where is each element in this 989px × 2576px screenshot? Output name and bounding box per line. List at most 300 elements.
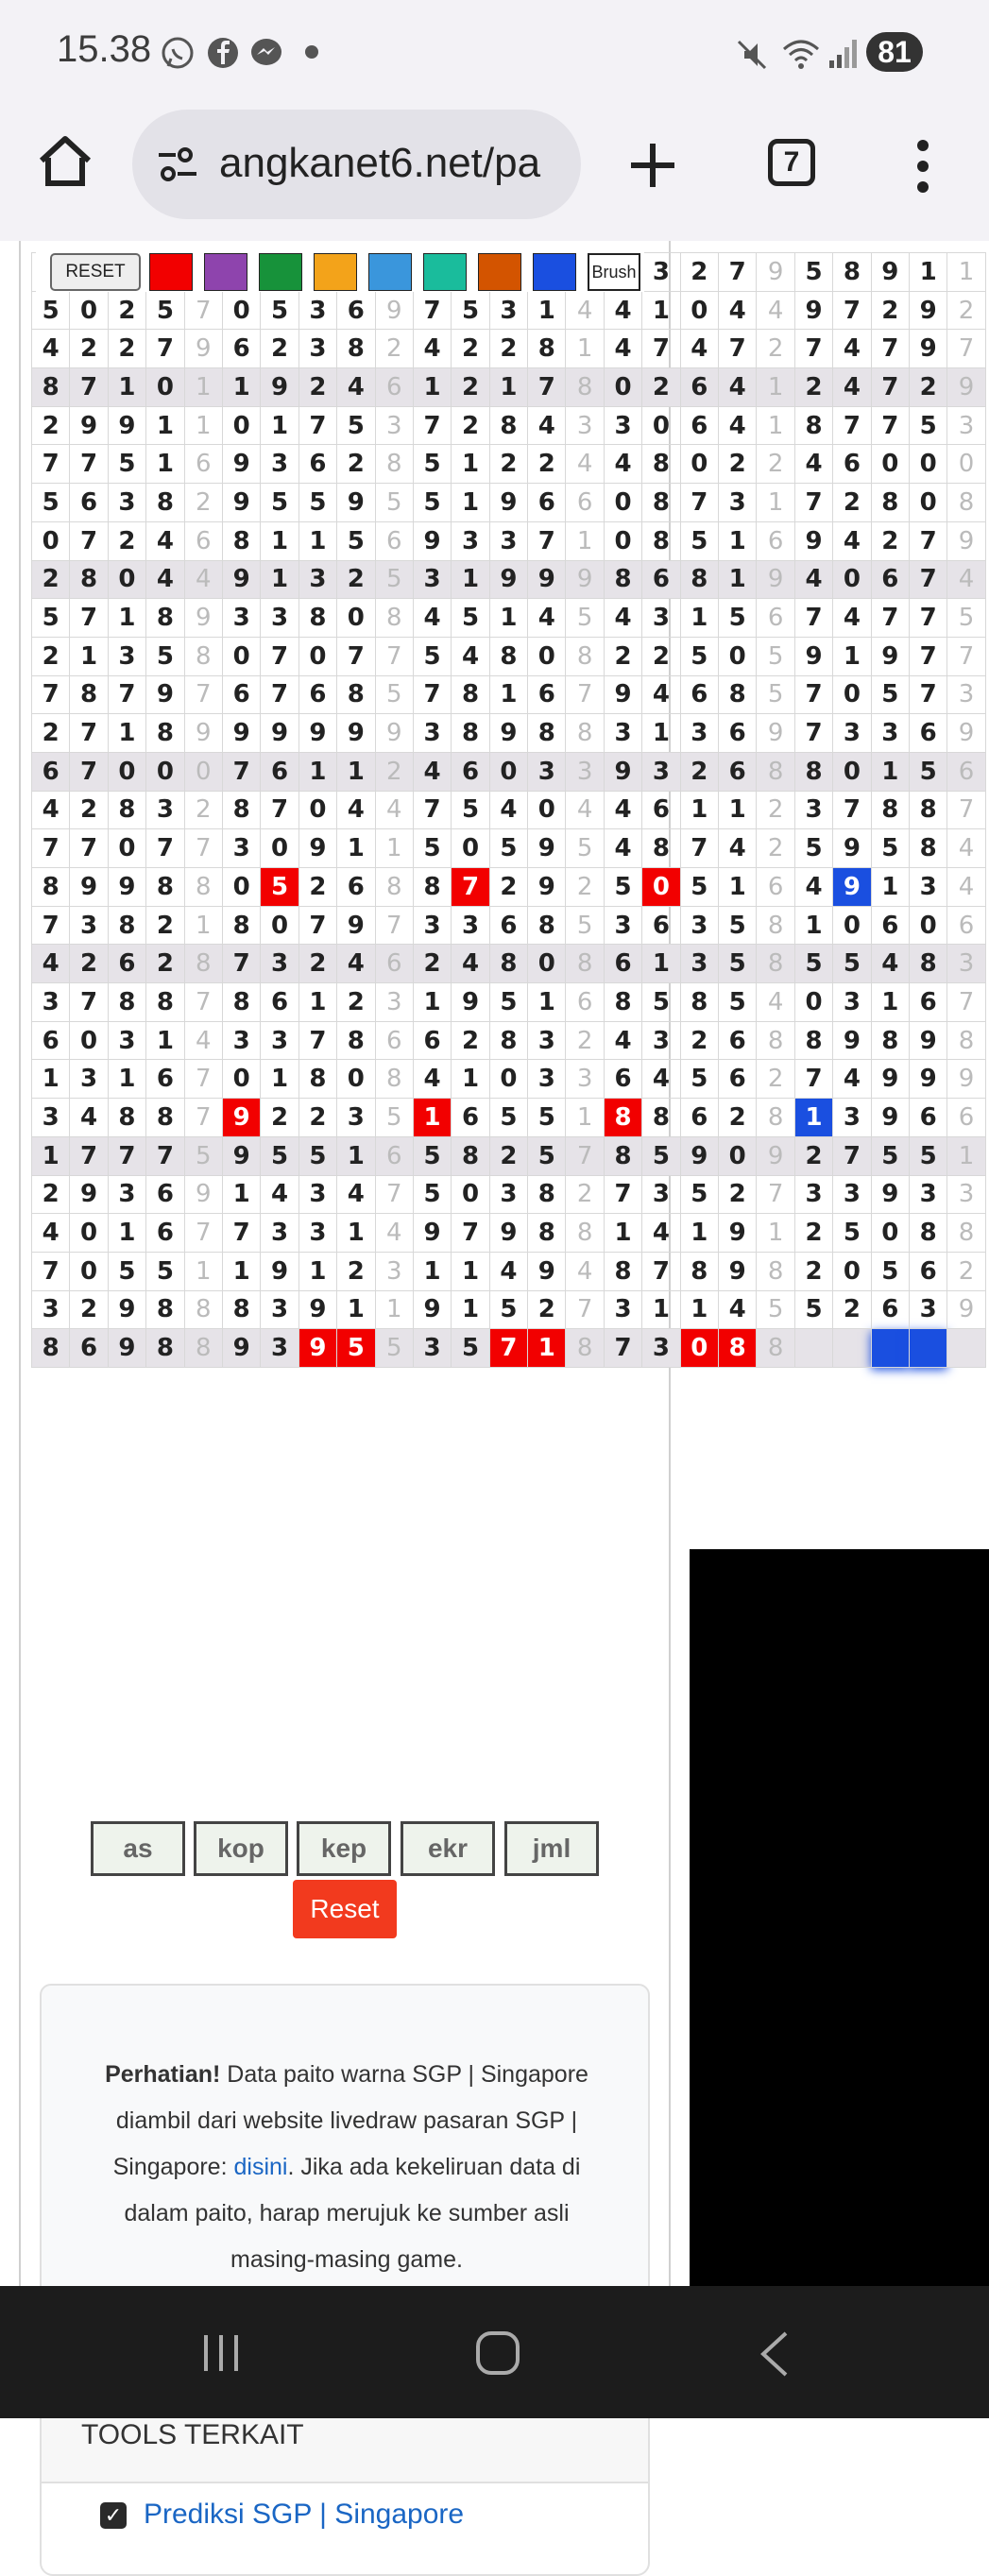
table-cell[interactable]: 9 (833, 868, 871, 907)
table-cell[interactable]: 9 (833, 829, 871, 868)
table-cell[interactable]: 3 (32, 1099, 70, 1137)
table-cell[interactable]: 1 (413, 368, 451, 407)
table-cell[interactable]: 0 (871, 445, 909, 484)
table-cell[interactable]: 1 (566, 521, 604, 560)
table-cell[interactable]: 4 (833, 330, 871, 368)
table-cell[interactable]: 2 (794, 1136, 832, 1175)
table-cell[interactable]: 4 (566, 291, 604, 330)
table-cell[interactable]: 8 (794, 406, 832, 445)
table-cell[interactable]: 4 (337, 945, 375, 983)
table-cell[interactable]: 3 (794, 791, 832, 829)
table-cell[interactable]: 7 (452, 1214, 489, 1253)
table-cell[interactable]: 8 (528, 714, 566, 753)
table-cell[interactable]: 3 (32, 983, 70, 1022)
table-cell[interactable]: 0 (337, 599, 375, 638)
table-cell[interactable]: 6 (375, 945, 413, 983)
table-cell[interactable]: 9 (337, 484, 375, 522)
table-cell[interactable]: 4 (719, 291, 757, 330)
table-cell[interactable]: 9 (947, 1060, 985, 1099)
table-cell[interactable]: 5 (413, 1136, 451, 1175)
table-cell[interactable]: 9 (146, 675, 184, 714)
table-cell[interactable]: 5 (413, 445, 451, 484)
table-cell[interactable]: 3 (413, 714, 451, 753)
table-cell[interactable]: 5 (32, 599, 70, 638)
table-cell[interactable]: 7 (909, 560, 946, 599)
table-cell[interactable]: 6 (909, 983, 946, 1022)
table-cell[interactable]: 1 (108, 1214, 145, 1253)
table-cell[interactable]: 1 (298, 752, 336, 791)
table-cell[interactable]: 8 (566, 637, 604, 675)
table-cell[interactable]: 5 (32, 484, 70, 522)
table-cell[interactable]: 3 (108, 1175, 145, 1214)
table-cell[interactable]: 0 (222, 637, 260, 675)
table-cell[interactable]: 6 (871, 1290, 909, 1329)
table-cell[interactable]: 1 (32, 1136, 70, 1175)
table-cell[interactable]: 2 (184, 484, 222, 522)
table-cell[interactable]: 0 (261, 829, 298, 868)
table-cell[interactable]: 2 (298, 868, 336, 907)
table-cell[interactable]: 8 (375, 599, 413, 638)
table-cell[interactable]: 1 (146, 445, 184, 484)
table-cell[interactable]: 8 (833, 253, 871, 292)
table-cell[interactable]: 5 (489, 1290, 527, 1329)
table-cell[interactable]: 9 (909, 330, 946, 368)
table-cell[interactable]: 1 (871, 983, 909, 1022)
table-cell[interactable]: 8 (642, 484, 680, 522)
filter-kep-button[interactable]: kep (297, 1821, 391, 1876)
table-cell[interactable]: 1 (947, 1136, 985, 1175)
table-cell[interactable]: 0 (489, 752, 527, 791)
table-cell[interactable]: 7 (261, 637, 298, 675)
table-cell[interactable]: 7 (833, 406, 871, 445)
table-cell[interactable]: 9 (108, 1290, 145, 1329)
table-cell[interactable]: 8 (184, 1329, 222, 1368)
table-cell[interactable]: 4 (604, 1021, 641, 1060)
table-cell[interactable]: 1 (108, 368, 145, 407)
table-cell[interactable]: 7 (871, 406, 909, 445)
table-cell[interactable]: 1 (261, 1060, 298, 1099)
table-cell[interactable]: 5 (833, 1214, 871, 1253)
table-cell[interactable]: 2 (489, 868, 527, 907)
table-cell[interactable]: 4 (413, 1060, 451, 1099)
table-cell[interactable]: 0 (719, 637, 757, 675)
table-cell[interactable]: 1 (871, 868, 909, 907)
table-cell[interactable]: 4 (337, 1175, 375, 1214)
table-cell[interactable]: 1 (642, 714, 680, 753)
table-cell[interactable]: 4 (452, 637, 489, 675)
table-cell[interactable]: 8 (528, 1175, 566, 1214)
table-cell[interactable]: 0 (642, 406, 680, 445)
table-cell[interactable]: 1 (489, 599, 527, 638)
table-cell[interactable]: 4 (757, 983, 794, 1022)
table-cell[interactable]: 5 (566, 829, 604, 868)
table-cell[interactable]: 2 (70, 945, 108, 983)
table-cell[interactable]: 8 (108, 791, 145, 829)
table-cell[interactable]: 7 (794, 675, 832, 714)
table-cell[interactable]: 8 (146, 983, 184, 1022)
table-cell[interactable]: 3 (222, 599, 260, 638)
table-cell[interactable]: 7 (947, 637, 985, 675)
table-cell[interactable]: 3 (489, 291, 527, 330)
table-cell[interactable]: 2 (298, 368, 336, 407)
table-cell[interactable]: 9 (528, 1252, 566, 1290)
table-cell[interactable]: 2 (719, 1175, 757, 1214)
table-cell[interactable]: 2 (452, 330, 489, 368)
table-cell[interactable]: 3 (680, 714, 718, 753)
table-cell[interactable]: 7 (871, 599, 909, 638)
table-cell[interactable]: 9 (604, 675, 641, 714)
table-cell[interactable]: 7 (719, 253, 757, 292)
table-cell[interactable]: 5 (413, 484, 451, 522)
table-cell[interactable]: 8 (298, 1060, 336, 1099)
table-cell[interactable]: 2 (947, 291, 985, 330)
table-cell[interactable]: 7 (909, 599, 946, 638)
table-cell[interactable]: 9 (375, 714, 413, 753)
table-cell[interactable]: 0 (108, 560, 145, 599)
address-bar[interactable] (132, 110, 581, 219)
table-cell[interactable]: 0 (108, 829, 145, 868)
table-cell[interactable]: 3 (947, 1175, 985, 1214)
table-cell[interactable]: 9 (337, 714, 375, 753)
table-cell[interactable]: 2 (680, 1021, 718, 1060)
table-cell[interactable]: 6 (32, 1021, 70, 1060)
table-cell[interactable]: 1 (337, 752, 375, 791)
table-cell[interactable]: 5 (680, 637, 718, 675)
table-cell[interactable]: 6 (909, 714, 946, 753)
table-cell[interactable]: 5 (452, 291, 489, 330)
table-cell[interactable]: 3 (70, 906, 108, 945)
table-cell[interactable]: 8 (719, 675, 757, 714)
table-cell[interactable]: 7 (70, 599, 108, 638)
table-cell[interactable]: 4 (528, 599, 566, 638)
table-cell[interactable]: 0 (604, 368, 641, 407)
table-cell[interactable]: 6 (452, 1099, 489, 1137)
table-cell[interactable]: 0 (70, 1021, 108, 1060)
table-cell[interactable]: 5 (757, 637, 794, 675)
table-cell[interactable]: 0 (298, 791, 336, 829)
table-cell[interactable]: 6 (337, 291, 375, 330)
table-cell[interactable]: 8 (642, 1099, 680, 1137)
table-cell[interactable]: 6 (909, 1099, 946, 1137)
table-cell[interactable]: 4 (642, 1060, 680, 1099)
table-cell[interactable]: 7 (794, 1060, 832, 1099)
table-cell[interactable]: 7 (70, 829, 108, 868)
table-cell[interactable]: 0 (528, 945, 566, 983)
table-cell[interactable]: 4 (947, 868, 985, 907)
table-cell[interactable]: 4 (566, 1252, 604, 1290)
table-cell[interactable]: 4 (566, 445, 604, 484)
table-cell[interactable]: 0 (298, 637, 336, 675)
table-cell[interactable]: 9 (680, 1136, 718, 1175)
table-cell[interactable]: 7 (642, 330, 680, 368)
table-cell[interactable]: 3 (70, 1060, 108, 1099)
table-cell[interactable]: 9 (528, 560, 566, 599)
table-cell[interactable]: 8 (375, 445, 413, 484)
table-cell[interactable]: 6 (70, 484, 108, 522)
table-cell[interactable]: 5 (757, 1290, 794, 1329)
table-cell[interactable]: 1 (871, 752, 909, 791)
table-cell[interactable]: 5 (757, 675, 794, 714)
table-cell[interactable]: 5 (719, 599, 757, 638)
table-cell[interactable]: 1 (184, 406, 222, 445)
table-cell[interactable]: 8 (909, 945, 946, 983)
table-cell[interactable]: 1 (337, 1214, 375, 1253)
table-cell[interactable]: 8 (566, 945, 604, 983)
filter-ekr-button[interactable]: ekr (401, 1821, 495, 1876)
table-cell[interactable]: 5 (680, 521, 718, 560)
table-cell[interactable]: 4 (375, 791, 413, 829)
table-cell[interactable]: 3 (108, 484, 145, 522)
recent-apps-icon[interactable] (198, 2331, 244, 2375)
table-cell[interactable]: 7 (184, 1214, 222, 1253)
table-cell[interactable]: 9 (604, 752, 641, 791)
table-cell[interactable]: 7 (70, 368, 108, 407)
table-cell[interactable]: 3 (947, 675, 985, 714)
table-cell[interactable]: 8 (452, 675, 489, 714)
table-cell[interactable]: 9 (871, 253, 909, 292)
swatch-purple[interactable] (204, 253, 247, 291)
table-cell[interactable]: 9 (222, 714, 260, 753)
table-cell[interactable]: 6 (871, 560, 909, 599)
table-cell[interactable]: 3 (833, 714, 871, 753)
table-cell[interactable]: 8 (32, 1329, 70, 1368)
table-cell[interactable]: 6 (528, 484, 566, 522)
table-cell[interactable]: 4 (184, 1021, 222, 1060)
table-cell[interactable]: 8 (375, 868, 413, 907)
table-cell[interactable]: 7 (70, 445, 108, 484)
table-cell[interactable]: 6 (909, 1252, 946, 1290)
table-cell[interactable]: 7 (833, 1136, 871, 1175)
table-cell[interactable]: 6 (719, 752, 757, 791)
table-cell[interactable]: 7 (413, 406, 451, 445)
table-cell[interactable]: 5 (261, 291, 298, 330)
table-cell[interactable]: 7 (184, 829, 222, 868)
table-cell[interactable]: 7 (604, 1175, 641, 1214)
table-cell[interactable]: 0 (833, 906, 871, 945)
table-cell[interactable]: 1 (413, 983, 451, 1022)
table-cell[interactable]: 8 (413, 868, 451, 907)
table-cell[interactable]: 4 (184, 560, 222, 599)
table-cell[interactable]: 5 (871, 829, 909, 868)
table-cell[interactable]: 8 (909, 829, 946, 868)
table-cell[interactable]: 9 (452, 983, 489, 1022)
table-cell[interactable]: 3 (566, 752, 604, 791)
table-cell[interactable]: 6 (222, 675, 260, 714)
table-cell[interactable]: 2 (489, 1136, 527, 1175)
table-cell[interactable]: 5 (719, 945, 757, 983)
table-cell[interactable]: 3 (489, 521, 527, 560)
table-cell[interactable]: 3 (337, 1099, 375, 1137)
table-cell[interactable]: 7 (222, 1214, 260, 1253)
table-cell[interactable]: 9 (298, 1290, 336, 1329)
table-cell[interactable]: 9 (222, 445, 260, 484)
table-cell[interactable]: 1 (528, 1329, 566, 1368)
table-cell[interactable]: 0 (146, 368, 184, 407)
table-cell[interactable]: 1 (489, 368, 527, 407)
table-cell[interactable]: 7 (146, 829, 184, 868)
table-cell[interactable]: 2 (566, 1021, 604, 1060)
table-cell[interactable]: 0 (871, 1214, 909, 1253)
table-cell[interactable]: 9 (871, 1099, 909, 1137)
table-cell[interactable]: 8 (757, 1099, 794, 1137)
table-cell[interactable]: 7 (794, 330, 832, 368)
table-cell[interactable]: 8 (184, 945, 222, 983)
table-cell[interactable]: 2 (452, 1021, 489, 1060)
table-cell[interactable]: 1 (298, 521, 336, 560)
table-cell[interactable]: 2 (794, 1252, 832, 1290)
table-cell[interactable]: 4 (871, 945, 909, 983)
table-cell[interactable]: 8 (528, 906, 566, 945)
table-cell[interactable]: 4 (642, 1214, 680, 1253)
table-cell[interactable]: 0 (719, 1136, 757, 1175)
table-cell[interactable]: 7 (452, 868, 489, 907)
table-cell[interactable]: 0 (222, 868, 260, 907)
table-cell[interactable]: 3 (261, 1214, 298, 1253)
table-cell[interactable]: 3 (947, 406, 985, 445)
table-cell[interactable]: 2 (298, 945, 336, 983)
table-cell[interactable]: 4 (604, 599, 641, 638)
table-cell[interactable]: 1 (794, 906, 832, 945)
table-cell[interactable]: 6 (298, 675, 336, 714)
table-cell[interactable]: 5 (680, 1060, 718, 1099)
table-cell[interactable]: 6 (680, 675, 718, 714)
table-cell[interactable]: 2 (794, 1214, 832, 1253)
table-cell[interactable]: 2 (719, 445, 757, 484)
table-cell[interactable]: 7 (146, 330, 184, 368)
table-cell[interactable]: 4 (757, 291, 794, 330)
table-cell[interactable]: 5 (871, 1252, 909, 1290)
table-cell[interactable]: 8 (757, 1021, 794, 1060)
back-icon[interactable] (756, 2329, 793, 2379)
table-cell[interactable]: 4 (566, 791, 604, 829)
table-cell[interactable]: 8 (604, 983, 641, 1022)
table-cell[interactable]: 2 (108, 330, 145, 368)
table-cell[interactable]: 2 (261, 1099, 298, 1137)
reset-button[interactable]: Reset (293, 1880, 397, 1938)
swatch-teal[interactable] (423, 253, 467, 291)
table-cell[interactable]: 2 (757, 829, 794, 868)
table-cell[interactable]: 4 (337, 368, 375, 407)
table-cell[interactable]: 4 (489, 1252, 527, 1290)
swatch-red[interactable] (149, 253, 193, 291)
table-cell[interactable]: 5 (489, 1099, 527, 1137)
table-cell[interactable]: 1 (757, 406, 794, 445)
filter-as-button[interactable]: as (91, 1821, 185, 1876)
table-cell[interactable] (833, 1329, 871, 1368)
filter-kop-button[interactable]: kop (194, 1821, 288, 1876)
table-cell[interactable]: 8 (489, 945, 527, 983)
table-cell[interactable]: 0 (32, 521, 70, 560)
table-cell[interactable]: 7 (528, 368, 566, 407)
table-cell[interactable]: 9 (184, 599, 222, 638)
table-cell[interactable]: 7 (70, 714, 108, 753)
table-cell[interactable] (871, 1329, 909, 1368)
table-cell[interactable]: 6 (757, 521, 794, 560)
table-cell[interactable]: 8 (222, 521, 260, 560)
table-cell[interactable]: 3 (528, 1021, 566, 1060)
table-cell[interactable]: 5 (108, 1252, 145, 1290)
table-cell[interactable]: 2 (833, 484, 871, 522)
table-cell[interactable]: 2 (261, 330, 298, 368)
notice-link[interactable]: disini (233, 2154, 288, 2180)
table-cell[interactable]: 5 (413, 1175, 451, 1214)
table-cell[interactable]: 8 (794, 1021, 832, 1060)
table-cell[interactable]: 3 (528, 1060, 566, 1099)
table-cell[interactable]: 1 (32, 1060, 70, 1099)
table-cell[interactable]: 8 (947, 1214, 985, 1253)
table-cell[interactable]: 5 (909, 406, 946, 445)
table-cell[interactable]: 7 (947, 983, 985, 1022)
table-cell[interactable]: 8 (146, 599, 184, 638)
table-cell[interactable]: 1 (261, 560, 298, 599)
table-cell[interactable]: 3 (528, 752, 566, 791)
table-cell[interactable]: 0 (146, 752, 184, 791)
table-cell[interactable]: 4 (642, 675, 680, 714)
table-cell[interactable]: 9 (794, 521, 832, 560)
table-cell[interactable]: 0 (947, 445, 985, 484)
table-cell[interactable]: 5 (642, 983, 680, 1022)
table-cell[interactable]: 5 (375, 675, 413, 714)
table-cell[interactable]: 6 (947, 1099, 985, 1137)
table-cell[interactable]: 3 (261, 1021, 298, 1060)
table-cell[interactable]: 3 (680, 906, 718, 945)
table-cell[interactable]: 2 (871, 521, 909, 560)
table-cell[interactable]: 3 (413, 560, 451, 599)
table-cell[interactable]: 1 (566, 330, 604, 368)
table-cell[interactable]: 4 (32, 330, 70, 368)
table-cell[interactable]: 9 (70, 868, 108, 907)
table-cell[interactable]: 1 (108, 599, 145, 638)
table-cell[interactable]: 2 (32, 1175, 70, 1214)
table-cell[interactable]: 3 (222, 829, 260, 868)
table-cell[interactable]: 8 (719, 1329, 757, 1368)
table-cell[interactable]: 8 (680, 983, 718, 1022)
table-cell[interactable]: 6 (413, 1021, 451, 1060)
table-cell[interactable]: 1 (794, 1099, 832, 1137)
table-cell[interactable]: 7 (794, 484, 832, 522)
table-cell[interactable]: 5 (719, 906, 757, 945)
table-cell[interactable]: 5 (337, 406, 375, 445)
table-cell[interactable]: 9 (757, 1136, 794, 1175)
table-cell[interactable]: 1 (413, 1099, 451, 1137)
table-cell[interactable]: 6 (375, 521, 413, 560)
table-cell[interactable]: 9 (719, 1252, 757, 1290)
table-cell[interactable]: 1 (298, 983, 336, 1022)
table-cell[interactable]: 3 (566, 1060, 604, 1099)
table-cell[interactable]: 5 (146, 1252, 184, 1290)
table-cell[interactable]: 7 (32, 906, 70, 945)
table-cell[interactable]: 4 (947, 560, 985, 599)
table-cell[interactable]: 4 (413, 599, 451, 638)
table-cell[interactable]: 0 (70, 291, 108, 330)
table-cell[interactable]: 7 (413, 791, 451, 829)
table-cell[interactable]: 8 (604, 1136, 641, 1175)
table-cell[interactable]: 4 (528, 406, 566, 445)
table-cell[interactable]: 7 (528, 521, 566, 560)
table-cell[interactable]: 6 (32, 752, 70, 791)
table-cell[interactable]: 8 (909, 791, 946, 829)
table-cell[interactable]: 3 (566, 406, 604, 445)
table-cell[interactable]: 9 (108, 1329, 145, 1368)
table-cell[interactable]: 7 (108, 1136, 145, 1175)
table-cell[interactable]: 2 (757, 1060, 794, 1099)
table-cell[interactable]: 1 (452, 1252, 489, 1290)
table-cell[interactable]: 1 (719, 521, 757, 560)
table-cell[interactable]: 9 (184, 714, 222, 753)
table-cell[interactable]: 4 (452, 945, 489, 983)
table-cell[interactable]: 0 (680, 445, 718, 484)
table-cell[interactable]: 8 (375, 1060, 413, 1099)
